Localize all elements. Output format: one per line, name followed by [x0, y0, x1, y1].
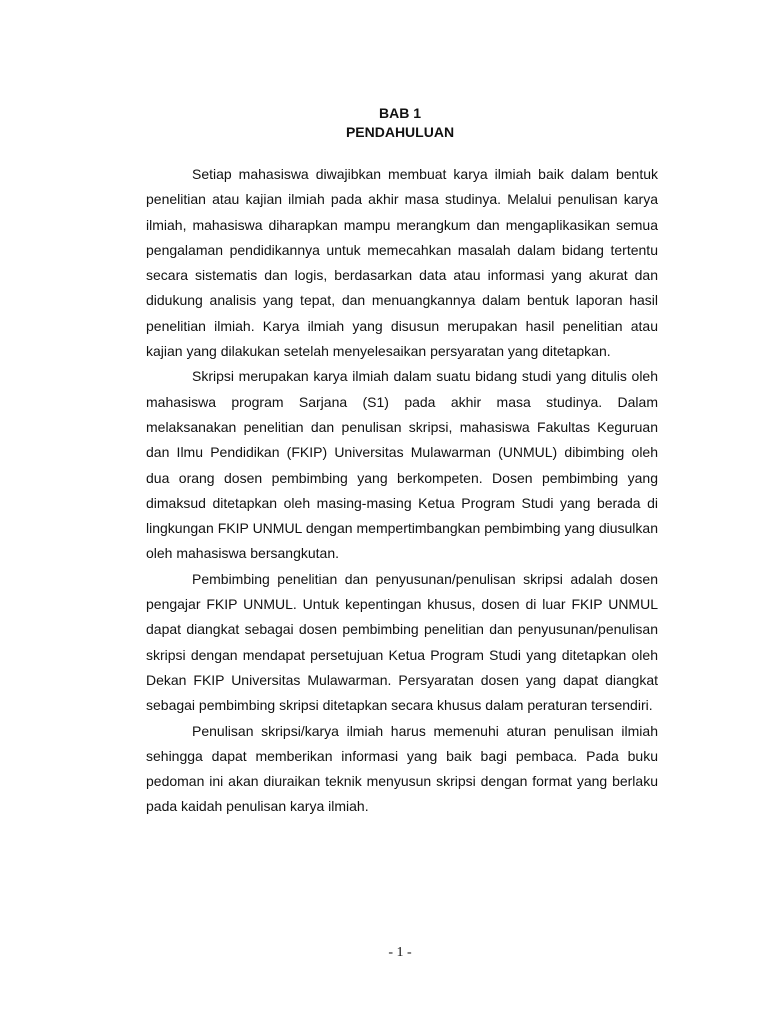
paragraph: Pembimbing penelitian dan penyusunan/penulisan skripsi adalah dosen pengajar FKIP UNMUL. Untuk kepentingan khusus, dosen di luar FKIP UNMUL dapat diangkat sebagai dosen pembimbing penelitian dan penyusunan/penulisan skripsi dengan mendapat persetujuan Ketua Program Studi yang ditetapkan oleh Dekan FKIP Universitas Mulawarman. Persyaratan dosen yang dapat diangkat sebagai pembimbing skripsi ditetapkan secara khusus dalam peraturan tersendiri.	[146, 570, 658, 714]
paragraph: Skripsi merupakan karya ilmiah dalam suatu bidang studi yang ditulis oleh mahasiswa program Sarjana (S1) pada akhir masa studinya. Dalam melaksanakan penelitian dan penulisan skripsi, mahasiswa Fakultas Keguruan dan Ilmu Pendidikan (FKIP) Universitas Mulawarman (UNMUL) dibimbing oleh dua orang dosen pembimbing yang berkompeten. Dosen pembimbing yang dimaksud ditetapkan oleh masing-masing Ketua Program Studi yang berada di lingkungan FKIP UNMUL dengan mempertimbangkan pembimbing yang diusulkan oleh mahasiswa bersangkutan.	[146, 368, 658, 562]
chapter-title: PENDAHULUAN	[345, 124, 455, 140]
paragraph: Penulisan skripsi/karya ilmiah harus memenuhi aturan penulisan ilmiah sehingga dapat memberikan informasi yang baik bagi pembaca. Pada buku pedoman ini akan diuraikan teknik menyusun skripsi dengan format yang berlaku pada kaidah penulisan karya ilmiah.	[146, 722, 658, 815]
chapter-heading: BAB 1	[378, 105, 421, 121]
page-number: - 1 -	[388, 945, 412, 960]
body-text	[146, 162, 658, 820]
paragraph: Setiap mahasiswa diwajibkan membuat karya ilmiah baik dalam bentuk penelitian atau kajian ilmiah pada akhir masa studinya. Melalui penulisan karya ilmiah, mahasiswa diharapkan mampu merangkum dan mengaplikasikan semua pengalaman pendidikannya untuk memecahkan masalah dalam bidang tertentu secara sistematis dan logis, berdasarkan data atau informasi yang akurat dan didukung analisis yang tepat, dan menuangkannya dalam bentuk laporan hasil penelitian ilmiah. Karya ilmiah yang disusun merupakan hasil penelitian atau kajian yang dilakukan setelah menyelesaikan persyaratan yang ditetapkan.	[146, 166, 658, 360]
